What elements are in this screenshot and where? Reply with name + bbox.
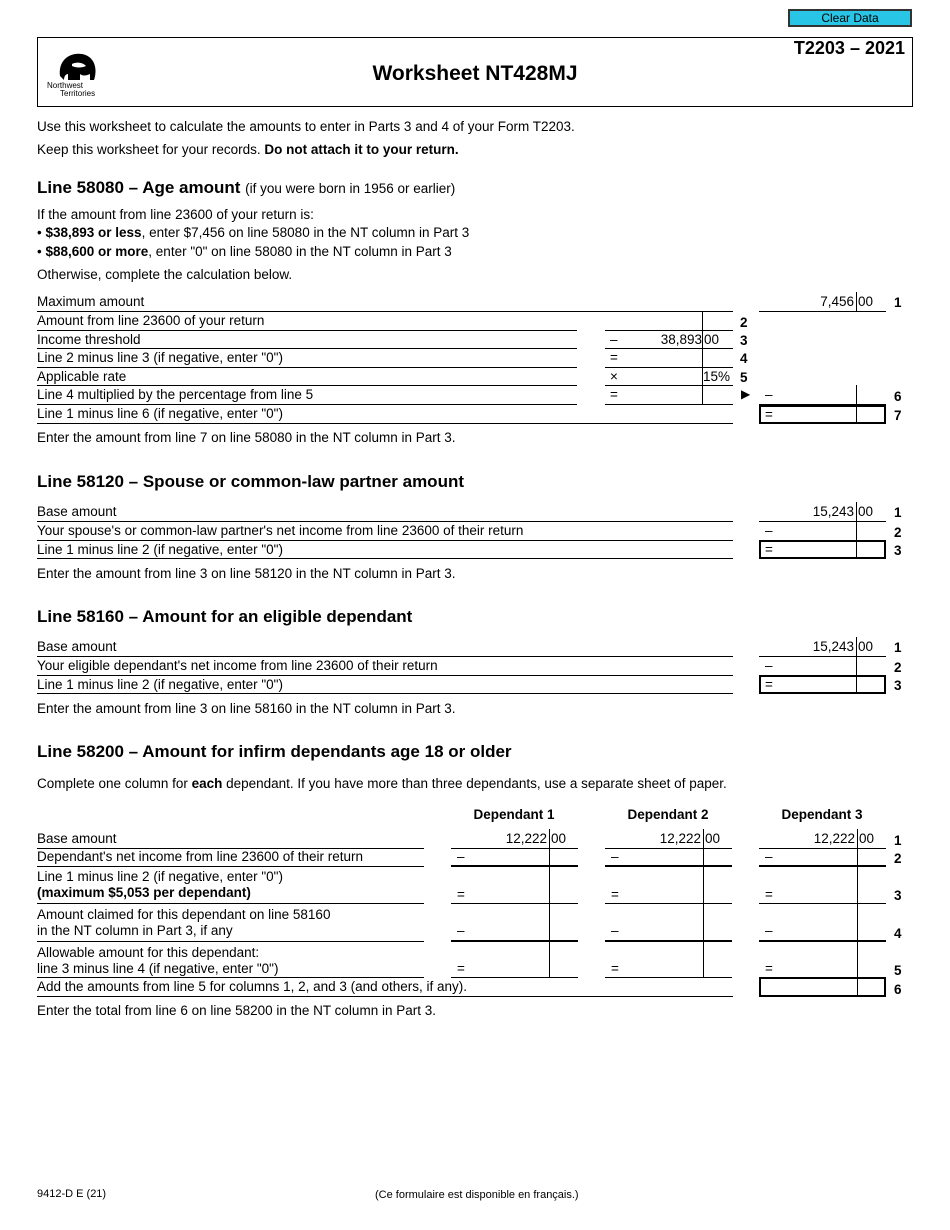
infirm-row-3-label-b: (maximum $5,053 per dependant)	[37, 885, 251, 900]
dep3-row-3-sign: =	[765, 887, 773, 902]
dep2-row-2-sign: –	[611, 849, 619, 864]
infirm-row-2-label: Dependant's net income from line 23600 of their return	[37, 849, 364, 864]
age-bullet-2-bold: $88,600 or more	[45, 244, 149, 259]
dep1-base-dollars: 12,222	[505, 831, 547, 846]
dep2-row-4-sign: –	[611, 923, 619, 938]
eligible-row-2-label: Your eligible dependant's net income from line 23600 of their return	[37, 658, 438, 673]
spouse-row-3-number: 3	[894, 543, 902, 558]
eligible-row-2-sign: –	[765, 658, 773, 673]
spouse-line-3-field[interactable]	[759, 540, 886, 559]
dep3-net-income-input[interactable]	[759, 849, 857, 865]
intro-keep-text: Keep this worksheet for your records.	[37, 142, 265, 157]
infirm-row-6-number: 6	[894, 982, 902, 997]
infirm-row-1-label: Base amount	[37, 831, 117, 846]
eligible-row-1-cents: 00	[858, 639, 874, 654]
eligible-row-3-label: Line 1 minus line 2 (if negative, enter "0")	[37, 677, 283, 692]
french-availability: (Ce formulaire est disponible en français.)	[375, 1189, 579, 1201]
spouse-row-1-cents: 00	[858, 504, 874, 519]
intro-line-2	[37, 142, 459, 157]
infirm-row-3-number: 3	[894, 888, 902, 903]
infirm-row-4-label-b: in the NT column in Part 3, if any	[37, 923, 233, 938]
age-row-4-label: Line 2 minus line 3 (if negative, enter "0")	[37, 350, 283, 365]
age-condition-intro: If the amount from line 23600 of your return is:	[37, 207, 314, 222]
spouse-row-3-sign: =	[765, 542, 773, 557]
dependant-2-header: Dependant 2	[627, 807, 709, 822]
infirm-row-4-number: 4	[894, 926, 902, 941]
age-bullet-2: • $88,600 or more, enter "0" on line 58080 in the NT column in Part 3	[37, 244, 452, 259]
spouse-row-2-label: Your spouse's or common-law partner's net income from line 23600 of their return	[37, 523, 524, 538]
age-otherwise: Otherwise, complete the calculation below.	[37, 267, 293, 282]
form-number: T2203 – 2021	[793, 38, 905, 58]
age-row-3-number: 3	[740, 333, 748, 348]
clear-data-button[interactable]: Clear Data	[788, 9, 912, 27]
page-title: Worksheet NT428MJ	[372, 62, 578, 85]
age-row-6-sign: =	[610, 387, 618, 402]
infirm-row-2-number: 2	[894, 851, 902, 866]
age-row-2-label: Amount from line 23600 of your return	[37, 313, 265, 328]
age-note: Enter the amount from line 7 on line 58080 in the NT column in Part 3.	[37, 430, 456, 445]
age-amount-subtitle: (if you were born in 1956 or earlier)	[245, 181, 456, 196]
infirm-row-4-label-a: Amount claimed for this dependant on line 58160	[37, 907, 331, 922]
spouse-row-1-label: Base amount	[37, 504, 117, 519]
infirm-row-5-label-a: Allowable amount for this dependant:	[37, 945, 260, 960]
logo-text-territories: Territories	[60, 89, 96, 98]
age-line-7-field[interactable]	[759, 405, 886, 424]
age-bullet-1-bold: $38,893 or less	[45, 225, 142, 240]
spouse-row-2-sign: –	[765, 523, 773, 538]
spouse-row-3-label: Line 1 minus line 2 (if negative, enter "0")	[37, 542, 283, 557]
eligible-dependant-title: Line 58160 – Amount for an eligible dependant	[37, 607, 413, 626]
eligible-row-1-number: 1	[894, 640, 902, 655]
dep2-net-income-input[interactable]	[605, 849, 703, 865]
infirm-intro-a: Complete one column for	[37, 776, 192, 791]
infirm-dependants-title: Line 58200 – Amount for infirm dependants age 18 or older	[37, 742, 512, 761]
dep2-row-3-sign: =	[611, 887, 619, 902]
form-code: 9412-D E (21)	[37, 1188, 107, 1200]
age-row-3-cents: 00	[704, 332, 720, 347]
dep2-row-5-sign: =	[611, 961, 619, 976]
spouse-note: Enter the amount from line 3 on line 58120 in the NT column in Part 3.	[37, 566, 456, 581]
intro-line-1: Use this worksheet to calculate the amounts to enter in Parts 3 and 4 of your Form T2203.	[37, 119, 575, 134]
eligible-row-3-sign: =	[765, 677, 773, 692]
age-row-5-sign: ×	[610, 369, 618, 384]
dependant-1-header: Dependant 1	[473, 807, 555, 822]
logo-text-northwest: Northwest	[47, 81, 84, 90]
infirm-row-1-number: 1	[894, 833, 902, 848]
arrow-right-icon: ▶	[741, 387, 751, 401]
infirm-note: Enter the total from line 6 on line 58200 in the NT column in Part 3.	[37, 1003, 436, 1018]
infirm-total-field[interactable]	[759, 977, 886, 997]
intro-warning: Do not attach it to your return.	[264, 142, 459, 157]
infirm-row-5-number: 5	[894, 963, 902, 978]
eligible-row-2-number: 2	[894, 660, 902, 675]
eligible-line-3-field[interactable]	[759, 675, 886, 694]
dep3-base-cents: 00	[859, 831, 875, 846]
age-bullet-2-text: , enter "0" on line 58080 in the NT column in Part 3	[148, 244, 452, 259]
age-bullet-1-text: , enter $7,456 on line 58080 in the NT column in Part 3	[141, 225, 470, 240]
age-bullet-1: • $38,893 or less, enter $7,456 on line 58080 in the NT column in Part 3	[37, 225, 470, 240]
age-row-6-number: 6	[894, 389, 902, 404]
age-row-1-cents: 00	[858, 294, 874, 309]
spouse-amount-title: Line 58120 – Spouse or common-law partner amount	[37, 472, 464, 491]
dep3-row-2-sign: –	[765, 849, 773, 864]
age-row-1-label: Maximum amount	[37, 294, 145, 309]
eligible-row-1-dollars: 15,243	[812, 639, 854, 654]
dep1-base-cents: 00	[551, 831, 567, 846]
infirm-row-5-label-b: line 3 minus line 4 (if negative, enter "0")	[37, 961, 279, 976]
age-row-6-sign-2: –	[765, 387, 773, 402]
spouse-row-2-number: 2	[894, 525, 902, 540]
age-row-4-sign: =	[610, 350, 618, 365]
age-row-5-label: Applicable rate	[37, 369, 127, 384]
age-row-3-dollars: 38,893	[660, 332, 702, 347]
infirm-intro	[37, 776, 727, 791]
age-row-1-number: 1	[894, 295, 902, 310]
dep1-row-4-sign: –	[457, 923, 465, 938]
age-row-3-sign: –	[610, 332, 618, 347]
dep1-row-3-sign: =	[457, 887, 465, 902]
infirm-row-6-label: Add the amounts from line 5 for columns 1, 2, and 3 (and others, if any).	[37, 979, 467, 994]
age-row-6-label: Line 4 multiplied by the percentage from line 5	[37, 387, 314, 402]
age-row-5-number: 5	[740, 370, 748, 385]
eligible-row-1-label: Base amount	[37, 639, 117, 654]
dep1-row-5-sign: =	[457, 961, 465, 976]
spouse-row-1-number: 1	[894, 505, 902, 520]
eligible-row-3-number: 3	[894, 678, 902, 693]
age-row-7-number: 7	[894, 408, 902, 423]
dep3-row-4-sign: –	[765, 923, 773, 938]
eligible-note: Enter the amount from line 3 on line 58160 in the NT column in Part 3.	[37, 701, 456, 716]
spouse-row-1-dollars: 15,243	[812, 504, 854, 519]
age-amount-title: Line 58080 – Age amount	[37, 178, 241, 197]
age-row-4-number: 4	[740, 351, 748, 366]
dep1-row-2-sign: –	[457, 849, 465, 864]
age-row-5-rate: 15%	[702, 369, 730, 384]
age-row-7-label: Line 1 minus line 6 (if negative, enter "0")	[37, 406, 283, 421]
dependant-3-header: Dependant 3	[781, 807, 863, 822]
dep2-base-cents: 00	[705, 831, 721, 846]
infirm-intro-b: each	[191, 776, 223, 791]
age-row-1-dollars: 7,456	[820, 294, 854, 309]
dep3-base-dollars: 12,222	[813, 831, 855, 846]
age-amount-heading	[37, 178, 455, 198]
age-row-3-label: Income threshold	[37, 332, 141, 347]
age-row-7-sign: =	[765, 407, 773, 422]
dep1-net-income-input[interactable]	[451, 849, 549, 865]
infirm-intro-c: dependant. If you have more than three dependants, use a separate sheet of paper.	[222, 776, 727, 791]
dep2-base-dollars: 12,222	[659, 831, 701, 846]
form-header	[37, 37, 913, 107]
dep3-row-5-sign: =	[765, 961, 773, 976]
age-row-2-number: 2	[740, 315, 748, 330]
infirm-row-3-label-a: Line 1 minus line 2 (if negative, enter "0")	[37, 869, 283, 884]
